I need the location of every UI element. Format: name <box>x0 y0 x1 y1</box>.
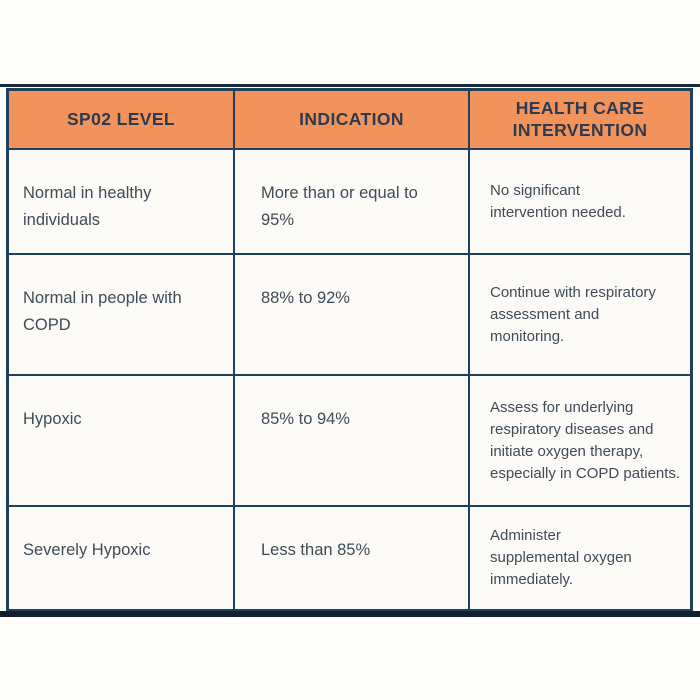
bottom-divider-line <box>0 611 700 617</box>
cell-row4-level <box>9 507 233 609</box>
row1-level-text: Normal in healthy individuals <box>23 184 152 229</box>
row1-intervention-text: No significant intervention needed. <box>490 181 626 221</box>
row4-intervention-text: Administer supplemental oxygen immediately. <box>490 527 632 588</box>
header-label-intervention: HEALTH CARE INTERVENTION <box>512 97 648 140</box>
header-cell-intervention <box>470 91 690 148</box>
cell-row2-indication <box>235 255 468 374</box>
cell-row3-intervention <box>470 376 690 505</box>
spo2-table <box>6 88 693 612</box>
row3-indication-text: 85% to 94% <box>261 410 350 428</box>
header-label-indication: INDICATION <box>299 108 404 129</box>
row3-level-text: Hypoxic <box>23 410 82 428</box>
header-cell-spo2-level <box>9 91 233 148</box>
row2-intervention-text: Continue with respiratory assessment and monitoring. <box>490 283 656 345</box>
row1-indication-text: More than or equal to 95% <box>261 184 418 229</box>
row4-level-text: Severely Hypoxic <box>23 541 151 559</box>
row4-indication-text: Less than 85% <box>261 541 371 559</box>
cell-row4-indication <box>235 507 468 609</box>
row2-indication-text: 88% to 92% <box>261 289 350 307</box>
cell-row2-level <box>9 255 233 374</box>
header-cell-indication <box>235 91 468 148</box>
row3-intervention-text: Assess for underlying respiratory diseases and initiate oxygen therapy, especially in COPD patients. <box>490 398 681 482</box>
cell-row3-indication <box>235 376 468 505</box>
cell-row3-level <box>9 376 233 505</box>
header-label-spo2-level: SP02 LEVEL <box>66 108 176 129</box>
cell-row1-level <box>9 150 233 253</box>
cell-row1-intervention <box>470 150 690 253</box>
cell-row2-intervention <box>470 255 690 374</box>
row2-level-text: Normal in people with COPD <box>23 289 182 334</box>
cell-row1-indication <box>235 150 468 253</box>
top-divider-line <box>0 84 700 87</box>
cell-row4-intervention <box>470 507 690 609</box>
